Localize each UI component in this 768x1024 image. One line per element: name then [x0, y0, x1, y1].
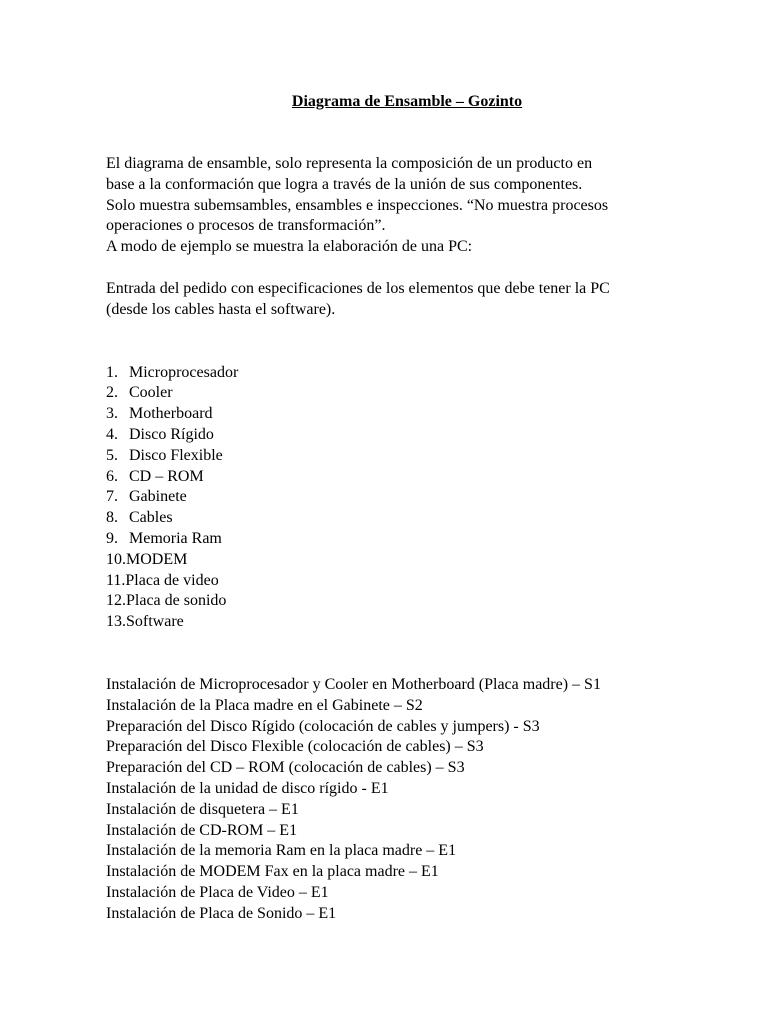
- component-label: Microprocesador: [129, 363, 239, 381]
- component-label: Gabinete: [129, 488, 187, 506]
- intro-line: operaciones o procesos de transformación”.: [106, 217, 386, 235]
- intro-line: El diagrama de ensamble, solo representa la composición de un producto en: [106, 155, 593, 172]
- component-item: [106, 591, 706, 612]
- component-number: 7.: [106, 488, 118, 506]
- component-item: [106, 612, 706, 633]
- component-item: [106, 529, 706, 550]
- component-item: [106, 363, 706, 384]
- intro-line: base a la conformación que logra a través de la unión de sus componentes.: [106, 175, 583, 193]
- component-label: Memoria Ram: [129, 529, 222, 547]
- assembly-step: Preparación del Disco Flexible (colocación de cables) – S3: [106, 738, 484, 756]
- order-paragraph: [106, 279, 706, 321]
- component-number: 10.: [106, 550, 126, 568]
- component-number: 11.: [106, 571, 126, 589]
- component-item: [106, 550, 706, 571]
- component-item: [106, 425, 706, 446]
- assembly-step: Instalación de la memoria Ram en la placa madre – E1: [106, 842, 457, 860]
- component-number: 3.: [106, 405, 118, 423]
- component-label: MODEM: [126, 550, 188, 568]
- component-number: 9.: [106, 529, 118, 547]
- component-item: [106, 446, 706, 467]
- component-item: [106, 571, 706, 592]
- components-list: [106, 363, 706, 633]
- component-item: [106, 508, 706, 529]
- component-label: CD – ROM: [129, 467, 204, 485]
- component-number: 13.: [106, 613, 126, 631]
- component-item: [106, 487, 706, 508]
- intro-line: A modo de ejemplo se muestra la elaboración de una PC:: [106, 238, 473, 256]
- assembly-step: Instalación de MODEM Fax en la placa madre – E1: [106, 863, 439, 881]
- assembly-step: Preparación del CD – ROM (colocación de cables) – S3: [106, 759, 465, 777]
- component-label: Disco Rígido: [129, 425, 214, 443]
- component-label: Motherboard: [129, 405, 213, 423]
- document-title: Diagrama de Ensamble – Gozinto: [291, 93, 523, 110]
- component-number: 12.: [106, 592, 126, 610]
- component-label: Placa de sonido: [126, 592, 227, 610]
- assembly-step: Instalación de la Placa madre en el Gabinete – S2: [106, 696, 423, 714]
- component-item: [106, 404, 706, 425]
- component-label: Placa de video: [125, 571, 219, 589]
- component-item: [106, 383, 706, 404]
- assembly-step: Instalación de disquetera – E1: [106, 800, 299, 818]
- assembly-step: Instalación de CD-ROM – E1: [106, 821, 298, 839]
- intro-line: Solo muestra subemsambles, ensambles e inspecciones. “No muestra procesos: [106, 196, 609, 214]
- order-line: (desde los cables hasta el software).: [106, 300, 336, 318]
- component-number: 5.: [106, 446, 118, 464]
- component-number: 8.: [106, 509, 118, 527]
- assembly-step: Preparación del Disco Rígido (colocación de cables y jumpers) - S3: [106, 717, 540, 735]
- component-label: Cables: [129, 509, 173, 527]
- order-line: Entrada del pedido con especificaciones de los elementos que debe tener la PC: [106, 279, 610, 297]
- assembly-step: Instalación de Placa de Video – E1: [106, 883, 329, 901]
- component-label: Software: [126, 613, 184, 631]
- assembly-step: Instalación de Microprocesador y Cooler en Motherboard (Placa madre) – S1: [106, 675, 601, 693]
- assembly-step: Instalación de Placa de Sonido – E1: [106, 904, 337, 922]
- component-number: 1.: [106, 363, 118, 381]
- component-number: 6.: [106, 467, 118, 485]
- component-number: 4.: [106, 425, 118, 443]
- component-item: [106, 467, 706, 488]
- assembly-steps-list: [106, 675, 706, 925]
- component-label: Disco Flexible: [129, 446, 223, 464]
- component-number: 2.: [106, 384, 118, 402]
- assembly-step: Instalación de la unidad de disco rígido - E1: [106, 779, 389, 797]
- document-page: [106, 90, 706, 941]
- intro-paragraph: [106, 154, 706, 258]
- component-label: Cooler: [129, 384, 173, 402]
